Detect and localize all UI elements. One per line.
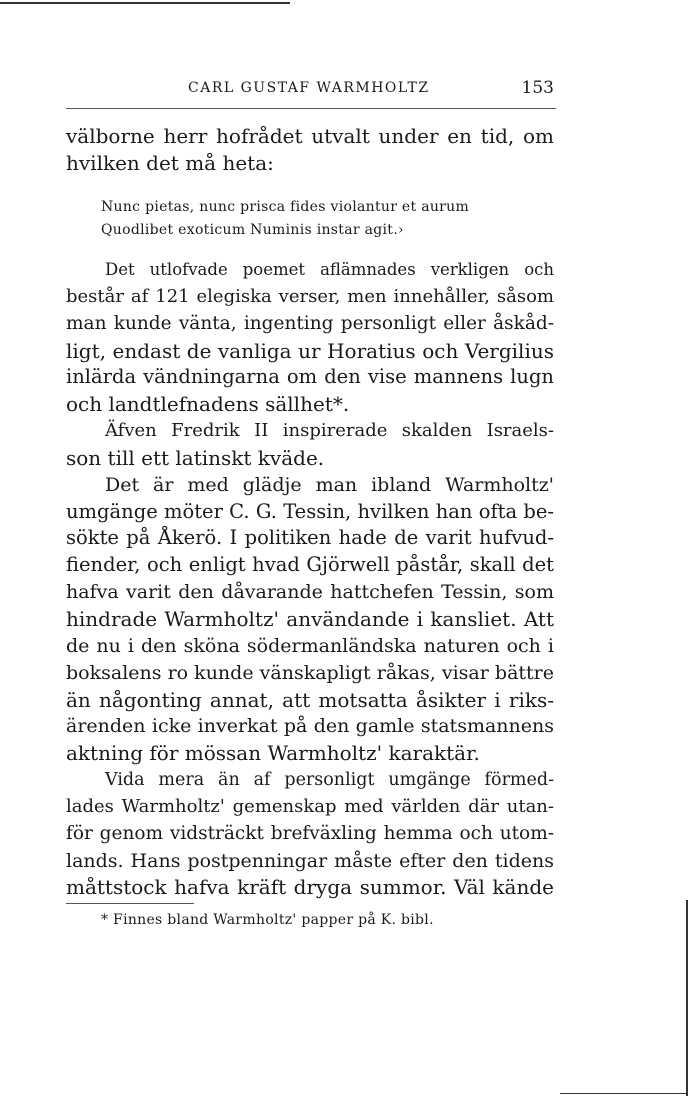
text-line: Äfven Fredrik II inspirerade skalden Israels- bbox=[105, 420, 554, 442]
quote-line: Quodlibet exoticum Numinis instar agit.› bbox=[101, 222, 404, 238]
text-line: måttstock hafva kräft dryga summor. Väl kände bbox=[66, 875, 554, 900]
text-line: hindrade Warmholtz' användande i kansliet. Att bbox=[66, 606, 554, 631]
body-text bbox=[66, 257, 554, 901]
text-line: hvilken det må heta: bbox=[66, 150, 274, 175]
top-scan-edge-rule bbox=[0, 2, 290, 4]
quote-line: Nunc pietas, nunc prisca fides violantur et aurum bbox=[101, 199, 470, 215]
text-line: lands. Hans postpenningar måste efter den tidens bbox=[66, 849, 554, 872]
text-line: sökte på Åkerö. I politiken hade de varit hufvud- bbox=[66, 526, 554, 550]
text-line: fiender, och enligt hvad Gjörwell påstår, skall det bbox=[66, 553, 554, 577]
text-line: för genom vidsträckt brefväxling hemma och utom- bbox=[66, 822, 554, 844]
page-number: 153 bbox=[521, 78, 554, 98]
text-line: Det utlofvade poemet aflämnades verkligen och bbox=[105, 260, 554, 279]
text-line: man kunde vänta, ingenting personligt eller åskåd- bbox=[66, 312, 554, 334]
running-title: CARL GUSTAF WARMHOLTZ bbox=[188, 80, 430, 96]
text-line: Vida mera än af personligt umgänge förmed- bbox=[105, 770, 554, 791]
text-line: ligt, endast de vanliga ur Horatius och Vergilius bbox=[66, 338, 554, 363]
text-line: hafva varit den dåvarande hattchefen Tessin, som bbox=[66, 581, 554, 604]
text-line: består af 121 elegiska verser, men innehåller, såsom bbox=[66, 285, 554, 307]
header-rule bbox=[66, 108, 556, 109]
text-line: son till ett latinskt kväde. bbox=[66, 445, 325, 470]
text-line: umgänge möter C. G. Tessin, hvilken han ofta be- bbox=[66, 499, 554, 523]
text-line: och landtlefnadens sällhet*. bbox=[66, 392, 350, 417]
text-line: Det är med glädje man ibland Warmholtz' bbox=[105, 473, 554, 496]
text-line: aktning för mössan Warmholtz' karaktär. bbox=[66, 741, 480, 766]
opening-paragraph bbox=[66, 123, 554, 177]
latin-quotation bbox=[101, 196, 521, 242]
footnote: * Finnes bland Warmholtz' papper på K. bibl. bbox=[101, 912, 434, 928]
text-line: inlärda vändningarna om den vise mannens lugn bbox=[66, 365, 554, 389]
text-line: lades Warmholtz' gemenskap med världen där utan- bbox=[66, 795, 554, 817]
text-line: än någonting annat, att motsatta åsikter i riks- bbox=[66, 687, 554, 712]
scan-edge-bottom bbox=[560, 1093, 688, 1094]
footnote-rule bbox=[66, 903, 194, 904]
text-line: ärenden icke inverkat på den gamle statsmannens bbox=[66, 715, 554, 738]
text-line: de nu i den sköna södermanländska naturen och i bbox=[66, 634, 554, 657]
text-line: boksalens ro kunde vänskapligt råkas, visar bättre bbox=[66, 661, 554, 684]
page-header bbox=[66, 80, 556, 102]
text-line: välborne herr hofrådet utvalt under en tid, om bbox=[66, 124, 554, 148]
